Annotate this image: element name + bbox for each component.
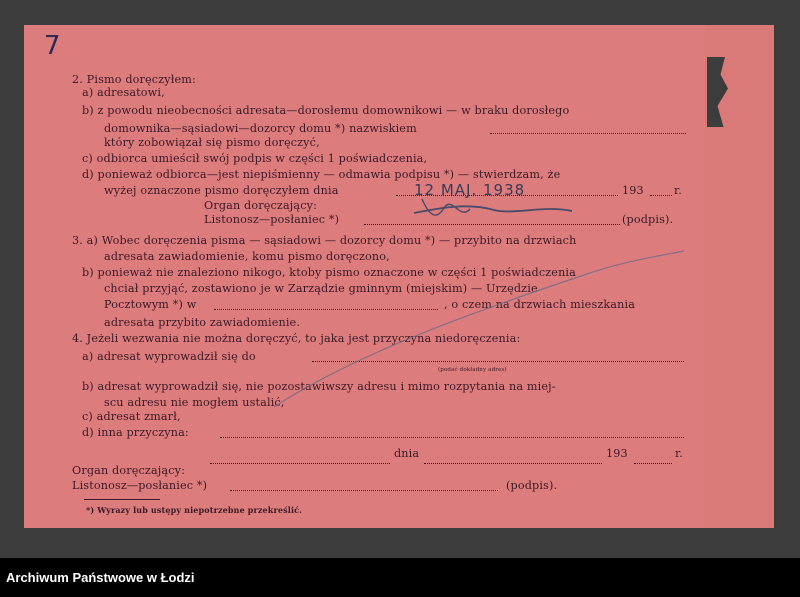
organ2-label: Organ doręczający:	[72, 464, 186, 477]
listonosz2-label: Listonosz—posłaniec *)	[72, 479, 208, 492]
place2-field-line	[210, 453, 390, 464]
name-field-line	[490, 123, 686, 134]
year2-field-line	[634, 453, 672, 464]
section4-item-b1: b) adresat wyprowadził się, nie pozostawiwszy adresu i mimo rozpytania na miej-	[82, 380, 556, 393]
section4-item-b2: scu adresu nie mogłem ustalić,	[104, 396, 285, 409]
card-edge-strip	[705, 25, 774, 528]
document-card	[24, 25, 705, 528]
section3-item-b1: b) ponieważ nie znaleziono nikogo, ktoby pismo oznaczone w części 1 poświadczenia	[82, 266, 576, 279]
dnia-label: dnia	[394, 447, 420, 460]
date-stamp: 12 MAJ. 1938	[414, 181, 526, 199]
signature-scribble-2	[422, 199, 470, 215]
section4-heading: 4. Jeżeli wezwania nie można doręczyć, to jaka jest przyczyna niedoręczenia:	[72, 332, 521, 345]
footnote-rule	[84, 499, 160, 500]
place-field-line	[214, 299, 438, 310]
section4-item-d: d) inna przyczyna:	[82, 426, 189, 439]
address-hint: (podać dokładny adres)	[438, 367, 507, 373]
section3-item-b3: Pocztowym *) w	[104, 298, 197, 311]
year2-label: 193	[606, 447, 628, 460]
corner-mark: 7	[44, 31, 61, 61]
organ-label: Organ doręczający:	[204, 199, 318, 212]
section2-item-b3: który zobowiązał się pismo doręczyć,	[104, 136, 320, 149]
archive-footer	[0, 558, 800, 597]
year-label: 193	[622, 184, 644, 197]
signature-field-line	[364, 214, 620, 225]
section4-item-a: a) adresat wyprowadził się do	[82, 350, 256, 363]
section3-item-b2: chciał przyjąć, zostawiono je w Zarządzie gminnym (miejskim) — Urzędzie	[104, 282, 538, 295]
r-label: r.	[674, 184, 682, 197]
section2-item-a: a) adresatowi,	[82, 86, 165, 99]
listonosz-label: Listonosz—posłaniec *)	[204, 213, 340, 226]
section3-item-b4: adresata przybito zawiadomienie.	[104, 316, 301, 329]
section3-item-a2: adresata zawiadomienie, komu pismo doręczono,	[104, 250, 390, 263]
year-field-line	[650, 185, 672, 196]
section4-item-c: c) adresat zmarł,	[82, 410, 181, 423]
footnote: *) Wyrazy lub ustępy niepotrzebne przekreślić.	[86, 505, 303, 515]
torn-edge	[707, 57, 737, 127]
section2-item-b1: b) z powodu nieobecności adresata—dorosłemu domownikowi — w braku dorosłego	[82, 104, 570, 117]
section2-item-d1: d) ponieważ odbiorca—jest niepiśmienny — odmawia podpisu *) — stwierdzam, że	[82, 168, 561, 181]
section2-item-d2: wyżej oznaczone pismo doręczyłem dnia	[104, 184, 339, 197]
section2-heading: 2. Pismo doręczyłem:	[72, 73, 196, 86]
reason-field-line	[220, 427, 684, 438]
podpis-label: (podpis).	[622, 213, 674, 226]
date2-field-line	[424, 453, 602, 464]
section3-item-b3-suffix: , o czem na drzwiach mieszkania	[444, 298, 636, 311]
section2-item-b2: domownika—sąsiadowi—dozorcy domu *) nazwiskiem	[104, 122, 417, 135]
r2-label: r.	[675, 447, 683, 460]
signature2-field-line	[230, 480, 498, 491]
podpis2-label: (podpis).	[506, 479, 558, 492]
archive-label: Archiwum Państwowe w Łodzi	[6, 570, 195, 585]
section3-item-a1: 3. a) Wobec doręczenia pisma — sąsiadowi — dozorcy domu *) — przybito na drzwiach	[72, 234, 577, 247]
section2-item-c: c) odbiorca umieścił swój podpis w części 1 poświadczenia,	[82, 152, 428, 165]
address-field-line	[312, 351, 684, 362]
signature-scribble	[414, 206, 572, 213]
